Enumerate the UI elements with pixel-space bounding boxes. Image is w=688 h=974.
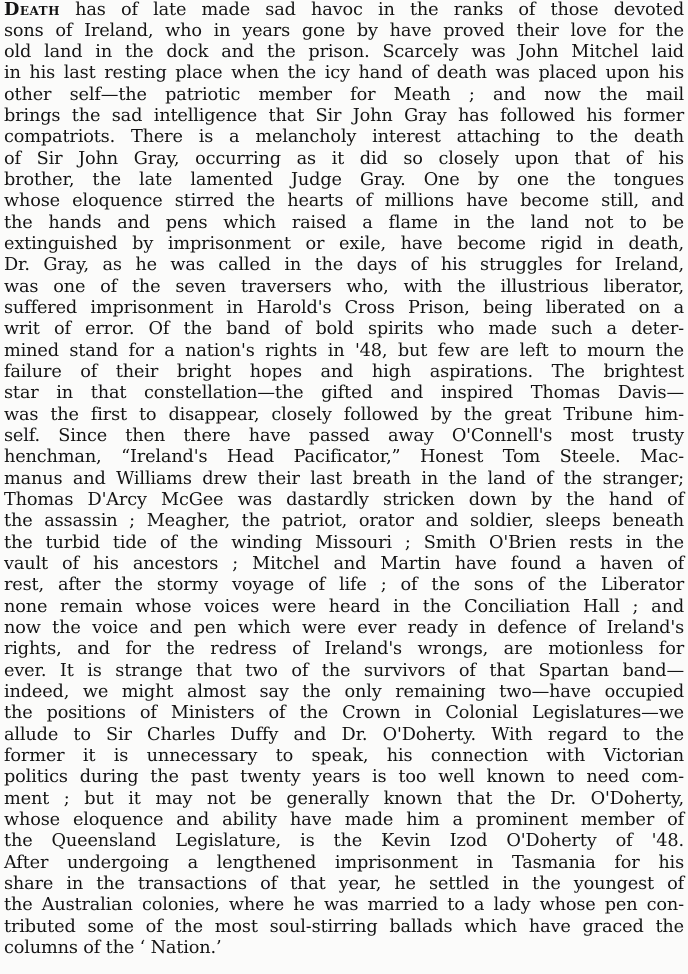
article-line: whose eloquence stirred the hearts of millions have become still, and [4,191,684,211]
article-line: star in that constellation—the gifted and inspired Thomas Davis— [4,383,684,403]
article-line: brother, the late lamented Judge Gray. One by one the tongues [4,170,684,190]
article-line: self. Since then there have passed away O'Connell's most trusty [4,426,684,446]
article-line: ever. It is strange that two of the survivors of that Spartan band— [4,661,684,681]
article-line: the turbid tide of the winding Missouri ; Smith O'Brien rests in the [4,533,684,553]
article-line: henchman, “Ireland's Head Pacificator,” Honest Tom Steele. Mac- [4,447,684,467]
article-line: now the voice and pen which were ever ready in defence of Ireland's [4,618,684,638]
opening-word: Death [4,0,60,20]
article-line: extinguished by imprisonment or exile, have become rigid in death, [4,234,684,254]
article-line: in his last resting place when the icy hand of death was placed upon his [4,63,684,83]
article-line: suffered imprisonment in Harold's Cross Prison, being liberated on a [4,298,684,318]
article-line: failure of their bright hopes and high aspirations. The brightest [4,362,684,382]
article-line: the Queensland Legislature, is the Kevin Izod O'Doherty of '48. [4,831,684,851]
article-line [4,0,684,21]
article-line: writ of error. Of the band of bold spirits who made such a deter- [4,319,684,339]
article-line: Thomas D'Arcy McGee was dastardly stricken down by the hand of [4,490,684,510]
article-line: the Australian colonies, where he was married to a lady whose pen con- [4,895,684,915]
article-line: ment ; but it may not be generally known that the Dr. O'Doherty, [4,789,684,809]
line-text: has of late made sad havoc in the ranks of those devoted [59,0,684,20]
article-line: manus and Williams drew their last breath in the land of the stranger; [4,469,684,489]
article-line: After undergoing a lengthened imprisonment in Tasmania for his [4,853,684,873]
article-line: compatriots. There is a melancholy interest attaching to the death [4,127,684,147]
article-line: old land in the dock and the prison. Scarcely was John Mitchel laid [4,42,684,62]
article-line: brings the sad intelligence that Sir John Gray has followed his former [4,106,684,126]
article-line: share in the transactions of that year, he settled in the youngest of [4,874,684,894]
article-line: rights, and for the redress of Ireland's wrongs, are motionless for [4,639,684,659]
article-line: was one of the seven traversers who, with the illustrious liberator, [4,277,684,297]
article-line: vault of his ancestors ; Mitchel and Martin have found a haven of [4,554,684,574]
article-line: indeed, we might almost say the only remaining two—have occupied [4,682,684,702]
article-line: allude to Sir Charles Duffy and Dr. O'Doherty. With regard to the [4,725,684,745]
article-line: sons of Ireland, who in years gone by have proved their love for the [4,21,684,41]
article-line: of Sir John Gray, occurring as it did so closely upon that of his [4,149,684,169]
article-line: none remain whose voices were heard in the Conciliation Hall ; and [4,597,684,617]
article-line: whose eloquence and ability have made him a prominent member of [4,810,684,830]
article-line: other self—the patriotic member for Meath ; and now the mail [4,85,684,105]
article-line: tributed some of the most soul-stirring ballads which have graced the [4,917,684,937]
article-line: politics during the past twenty years is too well known to need com- [4,767,684,787]
article-line: the assassin ; Meagher, the patriot, orator and soldier, sleeps beneath [4,511,684,531]
article-line: the hands and pens which raised a flame in the land not to be [4,213,684,233]
article-line: former it is unnecessary to speak, his connection with Victorian [4,746,684,766]
article-line: Dr. Gray, as he was called in the days of his struggles for Ireland, [4,255,684,275]
article-line: columns of the ‘ Nation.’ [4,938,222,958]
article-line: rest, after the stormy voyage of life ; of the sons of the Liberator [4,575,684,595]
article-line: was the first to disappear, closely followed by the great Tribune him- [4,405,684,425]
article-line: mined stand for a nation's rights in '48, but few are left to mourn the [4,341,684,361]
article-line: the positions of Ministers of the Crown in Colonial Legislatures—we [4,703,684,723]
